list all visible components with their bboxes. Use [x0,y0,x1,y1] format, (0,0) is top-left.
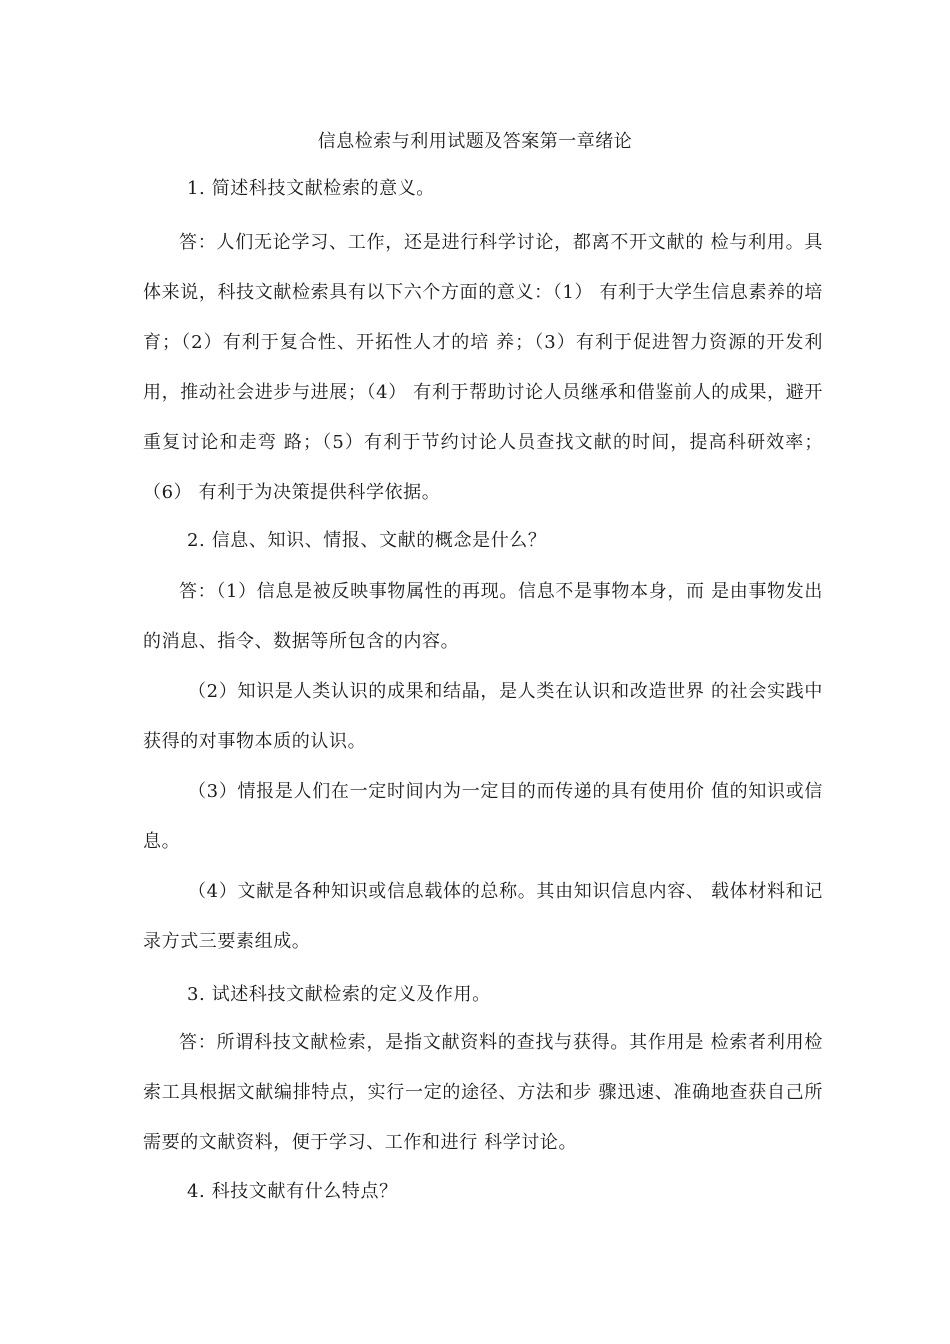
answer-2 [143,567,823,967]
question-2: 2. 信息、知识、情报、文献的概念是什么？ [187,530,547,551]
question-3: 3. 试述科技文献检索的定义及作用。 [187,984,491,1005]
answer-1-text: 答：人们无论学习、工作，还是进行科学讨论，都离不开文献的 检与利用。具体来说，科技文献检索具有以下六个方面的意义：（1） 有利于大学生信息素养的培育；（2）有利于复合性、开拓性人才的培 养；（3）有利于促进智力资源的开发利用，推动社会进步与进展；（4） 有利于帮助讨论人员继承和借鉴前人的成果，避开重复讨论和走弯 路；（5）有利于节约讨论人员查找文献的时间，提高科研效率；（6） 有利于为决策提供科学依据。 [143,232,823,503]
answer-1 [143,218,823,518]
answer-3 [143,1018,823,1168]
answer-3-text: 答：所谓科技文献检索，是指文献资料的查找与获得。其作用是 检索者利用检索工具根据文献编排特点，实行一定的途径、方法和步 骤迅速、准确地查获自己所需要的文献资料，便于学习、工作和进行 科学讨论。 [143,1032,823,1153]
question-1: 1. 简述科技文献检索的意义。 [187,178,435,199]
answer-2-part-3: （3）情报是人们在一定时间内为一定目的而传递的具有使用价 值的知识或信息。 [143,781,823,852]
question-4: 4. 科技文献有什么特点？ [187,1181,398,1202]
answer-2-part-2: （2）知识是人类认识的成果和结晶，是人类在认识和改造世界 的社会实践中获得的对事物本质的认识。 [143,681,823,752]
page-title: 信息检索与利用试题及答案第一章绪论 [317,131,633,152]
answer-2-part-4: （4）文献是各种知识或信息载体的总称。其由知识信息内容、 载体材料和记录方式三要素组成。 [143,881,823,952]
answer-2-part-1: 答：（1）信息是被反映事物属性的再现。信息不是事物本身，而 是由事物发出的消息、指令、数据等所包含的内容。 [143,581,823,652]
